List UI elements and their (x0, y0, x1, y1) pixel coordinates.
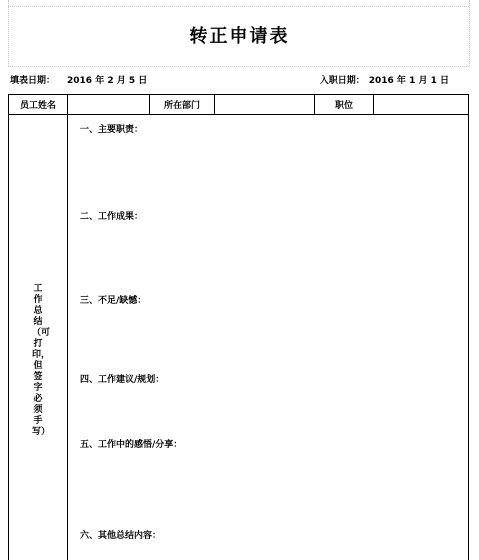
position-field[interactable] (374, 95, 468, 114)
section-shortcomings: 三、不足/缺憾： (80, 296, 147, 306)
employee-name-label: 员工姓名 (9, 95, 68, 114)
position-label: 职位 (315, 95, 374, 114)
fill-date (10, 73, 147, 86)
section-insights: 五、工作中的感悟/分享： (80, 440, 183, 450)
header-row (8, 94, 469, 115)
section-achievements: 二、工作成果： (80, 212, 144, 222)
department-label: 所在部门 (150, 95, 215, 114)
summary-content-cell[interactable] (68, 114, 468, 560)
department-field[interactable] (215, 95, 315, 114)
summary-side-cell (9, 114, 68, 560)
section-main-duties: 一、主要职责： (80, 125, 144, 135)
section-other: 六、其他总结内容： (80, 531, 162, 541)
fill-date-label: 填表日期： (10, 76, 56, 86)
form-title: 转正申请表 (189, 26, 290, 47)
fill-date-value[interactable]: 2016 年 2 月 5 日 (67, 76, 148, 86)
header-guide-bottom (8, 66, 469, 67)
header-guide-top (8, 6, 469, 7)
section-suggestions: 四、工作建议/规划： (80, 375, 165, 385)
entry-date-label: 入职日期： (319, 76, 365, 86)
entry-date-value[interactable]: 2016 年 1 月 1 日 (368, 76, 449, 86)
application-table (8, 94, 469, 560)
entry-date (320, 73, 449, 86)
summary-row (8, 114, 469, 560)
summary-side-label: 工作总结（可打印，但签字必须手写） (32, 284, 51, 437)
employee-name-field[interactable] (68, 95, 150, 114)
